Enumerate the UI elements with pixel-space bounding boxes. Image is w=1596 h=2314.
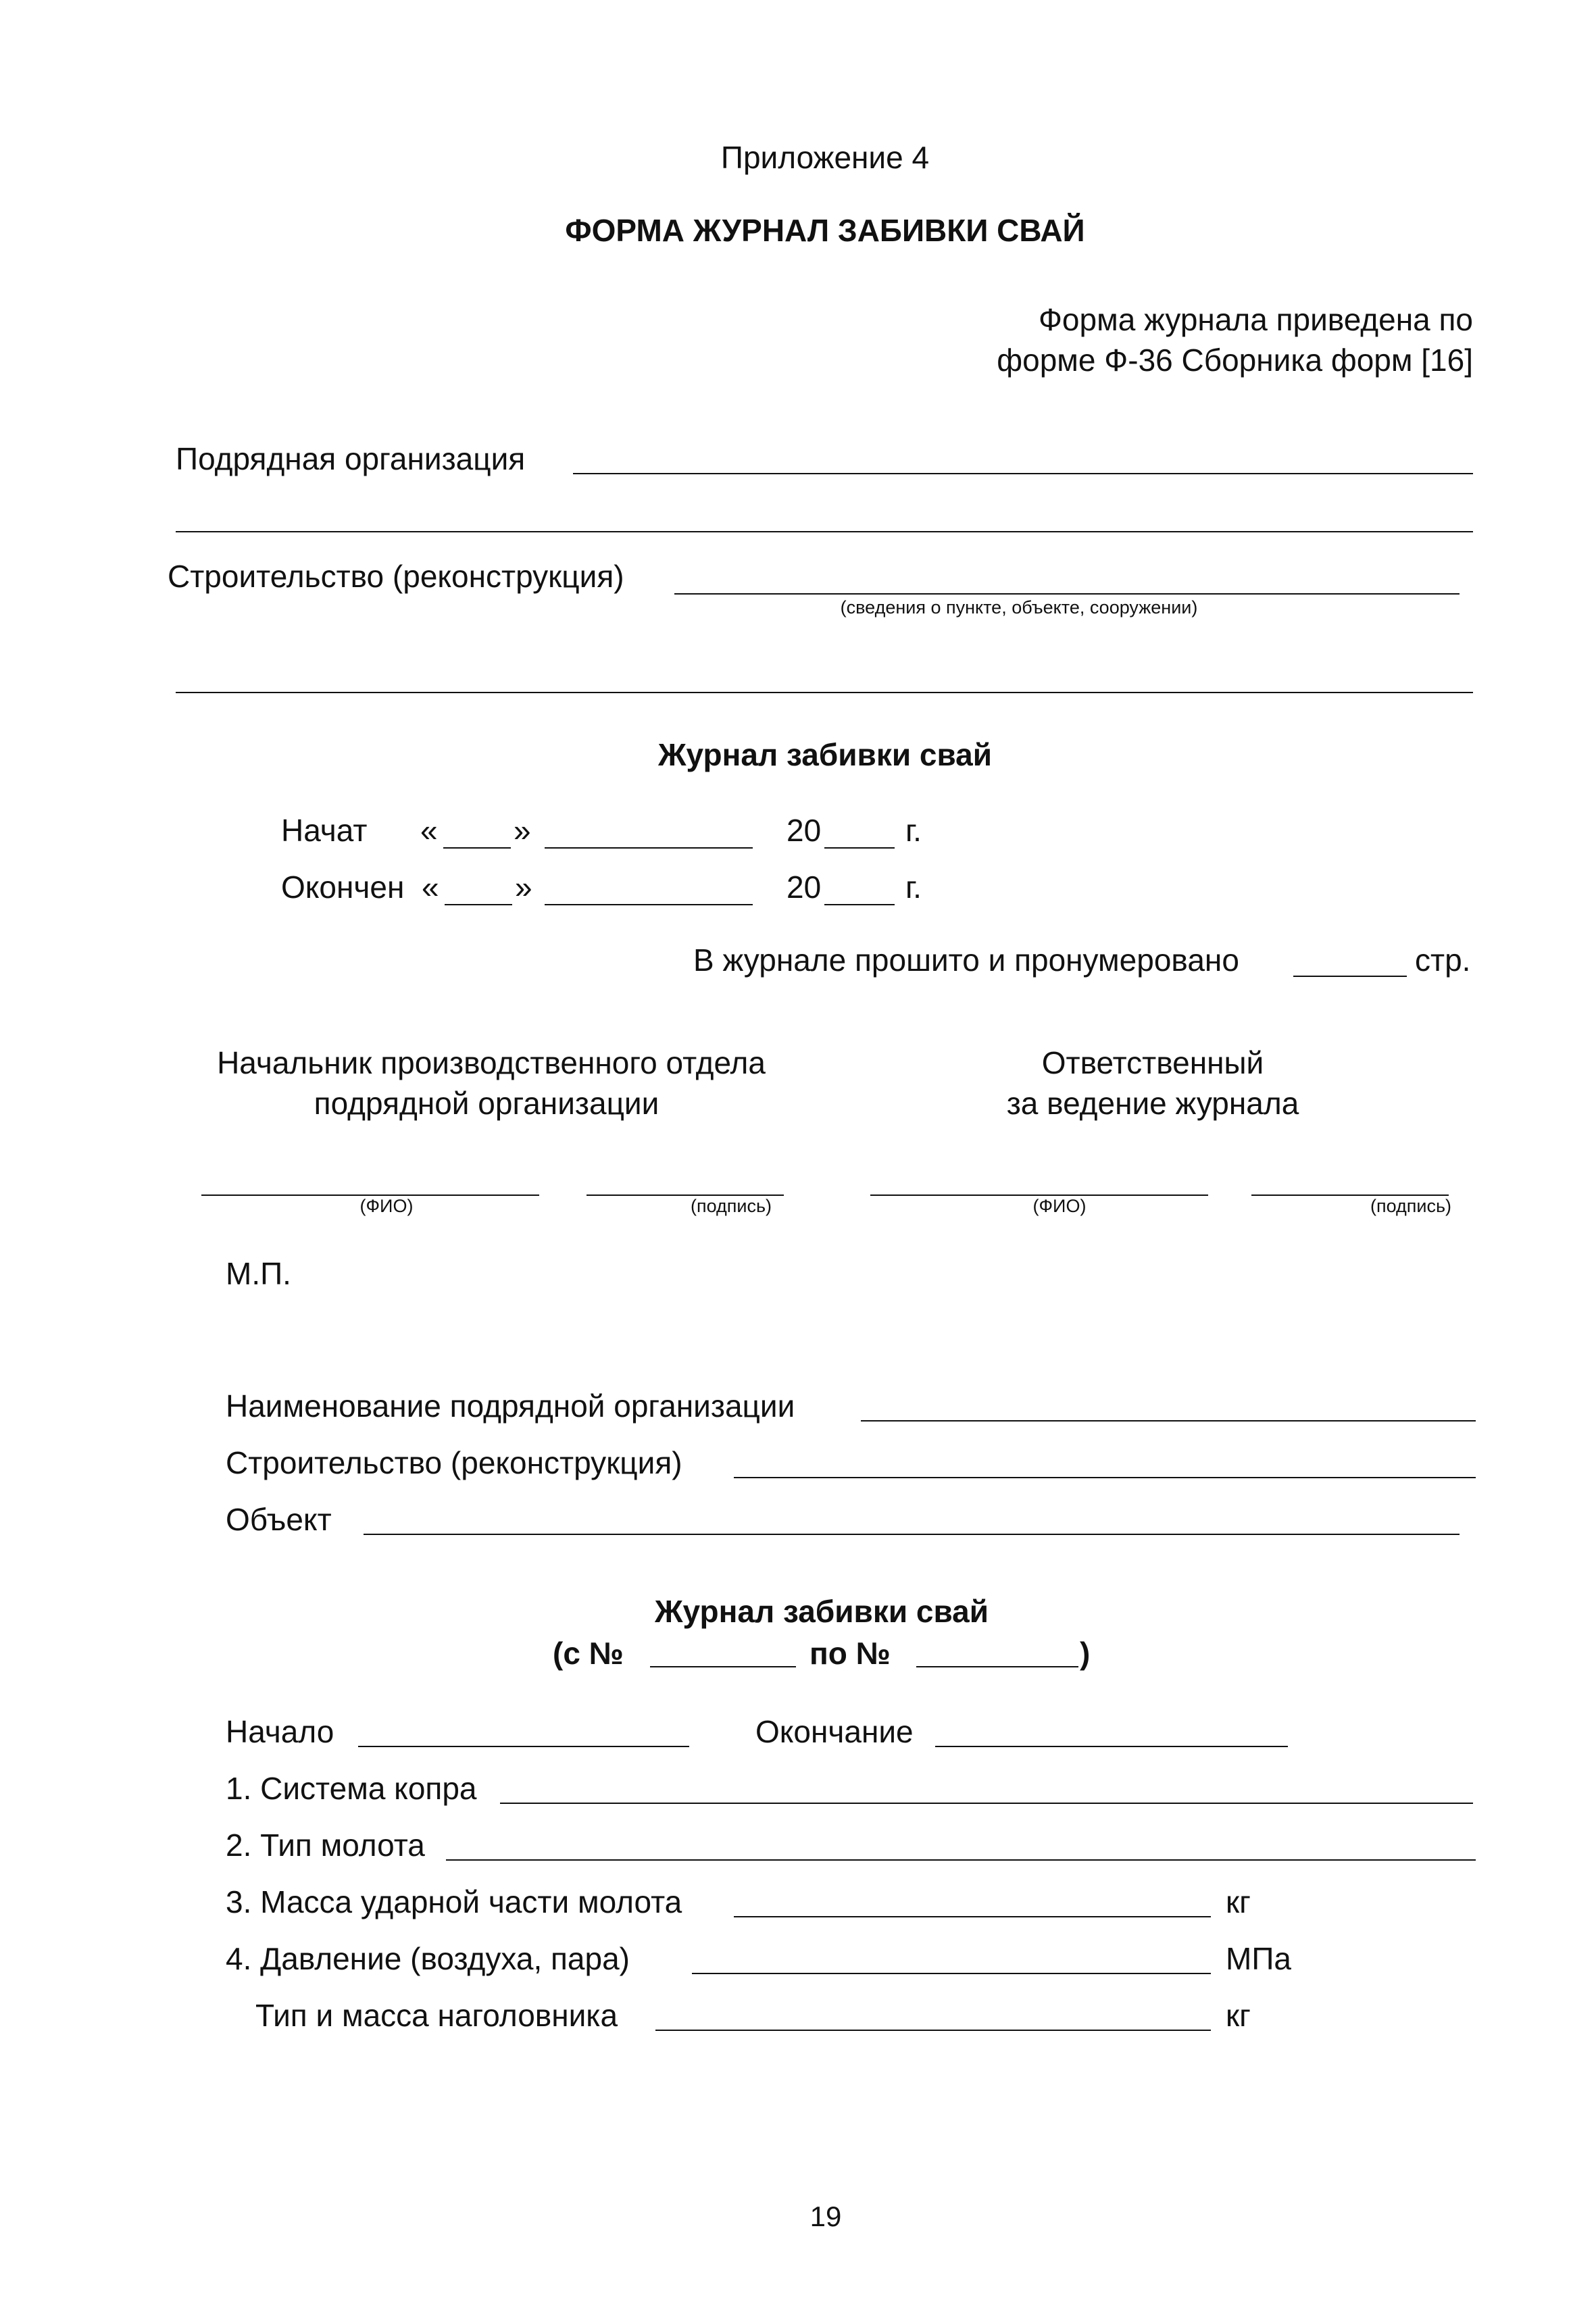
ended-quote-close: » — [515, 870, 532, 905]
item-pile-driver-field[interactable] — [500, 1776, 1473, 1804]
started-year-suffix: г. — [905, 813, 922, 848]
journal2-close-paren: ) — [1080, 1636, 1091, 1671]
ended-year-suffix: г. — [905, 870, 922, 905]
ended-year-prefix: 20 — [787, 870, 822, 905]
item-pressure-label: 4. Давление (воздуха, пара) — [226, 1941, 630, 1976]
ended-quote-open: « — [422, 870, 439, 905]
construction-caption: (сведения о пункте, объекте, сооружении) — [840, 597, 1198, 618]
journal2-from-field[interactable] — [650, 1639, 796, 1667]
construction2-field[interactable] — [734, 1450, 1476, 1478]
ended-year-field[interactable] — [824, 877, 895, 905]
right-sign-caption: (подпись) — [1370, 1196, 1452, 1216]
journal2-from-label: (с № — [553, 1636, 624, 1671]
pages-unit: стр. — [1415, 942, 1471, 978]
started-year-field[interactable] — [824, 820, 895, 849]
org-name-field[interactable] — [861, 1393, 1476, 1422]
item-hammer-type-field[interactable] — [446, 1832, 1476, 1861]
org-name-label: Наименование подрядной организации — [226, 1388, 795, 1424]
journal-title: Журнал забивки свай — [657, 737, 993, 772]
pages-label: В журнале прошито и пронумеровано — [693, 942, 1239, 978]
journal2-title: Журнал забивки свай — [654, 1594, 989, 1629]
started-label: Начат — [281, 813, 368, 848]
left-sign-caption: (подпись) — [690, 1196, 772, 1216]
left-fio-caption: (ФИО) — [359, 1196, 414, 1216]
left-signatory-title-line1: Начальник производственного отдела — [217, 1045, 766, 1080]
start-field[interactable] — [358, 1719, 689, 1747]
page-number: 19 — [809, 2200, 842, 2232]
item-helmet-field[interactable] — [655, 2003, 1211, 2031]
right-fio-caption: (ФИО) — [1032, 1196, 1087, 1216]
item-helmet-unit: кг — [1226, 1998, 1251, 2033]
started-quote-open: « — [420, 813, 438, 848]
started-month-field[interactable] — [545, 820, 753, 849]
appendix-label: Приложение 4 — [720, 140, 930, 175]
construction-field[interactable] — [674, 566, 1460, 595]
construction-field-line2[interactable] — [176, 692, 1473, 693]
started-quote-close: » — [514, 813, 531, 848]
construction2-label: Строительство (реконструкция) — [226, 1445, 682, 1480]
item-hammer-mass-label: 3. Масса ударной части молота — [226, 1884, 682, 1919]
start-label: Начало — [226, 1714, 334, 1749]
end-field[interactable] — [935, 1719, 1288, 1747]
form-note-line2: форме Ф-36 Сборника форм [16] — [997, 343, 1473, 378]
ended-day-field[interactable] — [445, 877, 512, 905]
right-signatory-title-line1: Ответственный — [1041, 1045, 1264, 1080]
contractor-field-line2[interactable] — [176, 531, 1473, 532]
ended-label: Окончен — [281, 870, 405, 905]
form-note-line1: Форма журнала приведена по — [1038, 302, 1473, 337]
end-label: Окончание — [755, 1714, 914, 1749]
contractor-field[interactable] — [573, 446, 1473, 474]
item-pile-driver-label: 1. Система копра — [226, 1771, 477, 1806]
page-title: ФОРМА ЖУРНАЛ ЗАБИВКИ СВАЙ — [565, 213, 1085, 248]
item-pressure-unit: МПа — [1226, 1941, 1291, 1976]
right-signatory-title-line2: за ведение журнала — [1006, 1086, 1299, 1121]
ended-month-field[interactable] — [545, 877, 753, 905]
pages-count-field[interactable] — [1293, 949, 1407, 977]
contractor-label: Подрядная организация — [176, 441, 526, 476]
item-hammer-mass-field[interactable] — [734, 1889, 1211, 1917]
item-pressure-field[interactable] — [692, 1946, 1211, 1974]
item-hammer-type-label: 2. Тип молота — [226, 1828, 425, 1863]
item-hammer-mass-unit: кг — [1226, 1884, 1251, 1919]
construction-label: Строительство (реконструкция) — [168, 559, 624, 594]
journal2-to-field[interactable] — [916, 1639, 1078, 1667]
started-year-prefix: 20 — [787, 813, 822, 848]
journal2-to-label: по № — [809, 1636, 891, 1671]
object-label: Объект — [226, 1502, 332, 1537]
left-signatory-title-line2: подрядной организации — [314, 1086, 659, 1121]
started-day-field[interactable] — [443, 820, 511, 849]
object-field[interactable] — [364, 1507, 1460, 1535]
item-helmet-label: Тип и масса наголовника — [255, 1998, 618, 2033]
stamp-label: М.П. — [226, 1256, 291, 1291]
